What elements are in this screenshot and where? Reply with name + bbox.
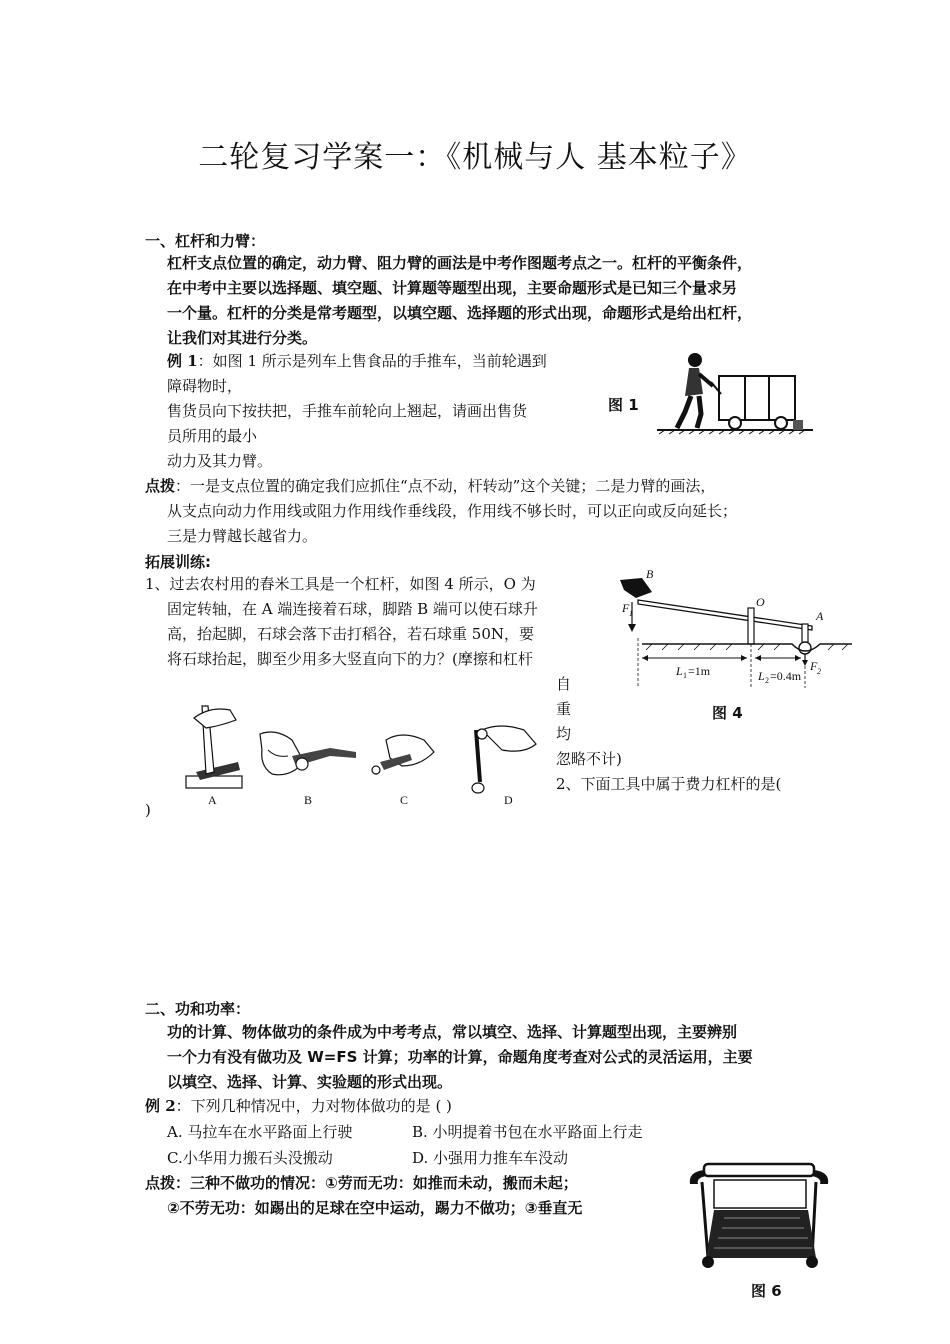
q1-tail: 均 xyxy=(556,725,572,743)
tool-c-image xyxy=(372,735,434,807)
intro-line: 在中考中主要以选择题、填空题、计算题等题型出现，主要命题形式是已知三个量求另 xyxy=(167,279,738,297)
example1-line: 员所用的最小 xyxy=(167,427,258,445)
figure1-caption: 图 1 xyxy=(608,396,639,414)
q1-tail: 自 xyxy=(556,675,572,693)
intro-line: 一个量。杠杆的分类是常考题型，以填空题、选择题的形式出现，命题形式是给出杠杆， xyxy=(167,304,753,322)
tools-illustration xyxy=(180,700,550,810)
figure4-lever-diagram xyxy=(612,568,857,688)
figure1-trolley-image xyxy=(655,348,815,440)
tool-a-image xyxy=(186,706,242,807)
intro-line: 杠杆支点位置的确定，动力臂、阻力臂的画法是中考作图题考点之一。杠杆的平衡条件， xyxy=(167,254,753,272)
q1-line: 固定转轴，在 A 端连接着石球，脚踏 B 端可以使石球升 xyxy=(167,600,538,618)
fig4-label-B: B xyxy=(646,568,654,581)
question1 xyxy=(145,572,605,672)
example2-stem: ：下列几种情况中，力对物体做功的是 ( ) xyxy=(175,1097,452,1115)
practice-heading: 拓展训练: xyxy=(145,553,211,571)
fig4-label-L1-sub: 1 xyxy=(683,671,687,680)
figure6-cart-image xyxy=(684,1158,834,1270)
tool-a-label: A xyxy=(208,793,217,807)
fig4-label-F2-sub: 2 xyxy=(817,667,821,676)
figure6-caption: 图 6 xyxy=(751,1282,782,1300)
example1-line: 动力及其力臂。 xyxy=(167,452,273,470)
example1-line: ：如图 1 所示是列车上售食品的手推车，当前轮遇到 xyxy=(197,352,547,370)
tip2-line: ②不劳无功：如踢出的足球在空中运动，踢力不做功；③垂直无 xyxy=(167,1199,583,1217)
tool-b-label: B xyxy=(304,793,313,807)
tool-d-image xyxy=(472,726,536,807)
tip2-line: ：三种不做功的情况：①劳而无功：如推而未动，搬而未起； xyxy=(175,1174,578,1192)
section1-intro xyxy=(167,251,827,351)
fig4-label-O: O xyxy=(756,595,765,609)
example2 xyxy=(145,1094,705,1119)
page-title: 二轮复习学案一：《机械与人 基本粒子》 xyxy=(198,140,752,175)
fig4-label-F2: F xyxy=(810,659,818,673)
tip2 xyxy=(145,1171,685,1221)
fig4-label-L2-val: =0.4m xyxy=(770,669,802,683)
example2-option-b: B. 小明提着书包在水平路面上行走 xyxy=(412,1123,643,1141)
q1-line: 高，抬起脚，石球会落下击打稻谷，若石球重 50N，要 xyxy=(167,625,534,643)
example2-option-d: D. 小强用力推车车没动 xyxy=(412,1149,569,1167)
question2-close: ) xyxy=(145,801,151,819)
question2: 2、下面工具中属于费力杠杆的是( xyxy=(556,775,782,793)
q1-line: 将石球抬起，脚至少用多大竖直向下的力？(摩擦和杠杆 xyxy=(167,650,533,668)
tip1-label: 点拨 xyxy=(145,477,176,495)
example2-option-a: A. 马拉车在水平路面上行驶 xyxy=(167,1123,353,1141)
fig4-label-L1-val: =1m xyxy=(688,664,711,678)
tool-c-label: C xyxy=(400,793,409,807)
example2-option-c: C.小华用力搬石头没搬动 xyxy=(167,1149,333,1167)
section1-heading: 一、杠杆和力臂： xyxy=(145,232,266,250)
q1-tail: 忽略不计) xyxy=(556,750,622,768)
tip1-line: ：一是支点位置的确定我们应抓住“点不动，杆转动”这个关键；二是力臂的画法， xyxy=(175,477,716,495)
tool-d-label: D xyxy=(504,793,513,807)
tip1-line: 从支点向动力作用线或阻力作用线作垂线段，作用线不够长时，可以正向或反向延长； xyxy=(167,502,738,520)
intro-line: 以填空、选择、计算、实验题的形式出现。 xyxy=(167,1073,453,1091)
q1-line: 1、过去农村用的舂米工具是一个杠杆，如图 4 所示，O 为 xyxy=(145,575,536,593)
fig4-label-A: A xyxy=(816,609,824,623)
fig4-label-F1: F xyxy=(622,601,630,615)
example1-label: 例 1 xyxy=(167,352,198,370)
example1-line: 障碍物时， xyxy=(167,377,243,395)
tip1 xyxy=(145,474,805,549)
intro-line: 功的计算、物体做功的条件成为中考考点，常以填空、选择、计算题型出现，主要辨别 xyxy=(167,1023,738,1041)
tip1-line: 三是力臂越长越省力。 xyxy=(167,527,318,545)
tool-b-image xyxy=(260,732,356,807)
tip2-label: 点拨 xyxy=(145,1174,176,1192)
section2-heading: 二、功和功率： xyxy=(145,1000,251,1018)
intro-line: 一个力有没有做功及 W=FS 计算；功率的计算，命题角度考查对公式的灵活运用，主要 xyxy=(167,1048,753,1066)
figure4-caption: 图 4 xyxy=(712,704,743,722)
fig4-label-L2: L xyxy=(758,669,765,683)
example1-line: 售货员向下按扶把，手推车前轮向上翘起，请画出售货 xyxy=(167,402,528,420)
fig4-label-L1: L xyxy=(676,664,683,678)
fig4-label-F1-sub: 1 xyxy=(629,609,633,618)
intro-line: 让我们对其进行分类。 xyxy=(167,329,318,347)
fig4-label-L2-sub: 2 xyxy=(765,676,769,685)
example1 xyxy=(167,349,597,474)
section2-intro xyxy=(167,1020,827,1095)
q1-tail: 重 xyxy=(556,700,572,718)
example2-label: 例 2 xyxy=(145,1097,176,1115)
